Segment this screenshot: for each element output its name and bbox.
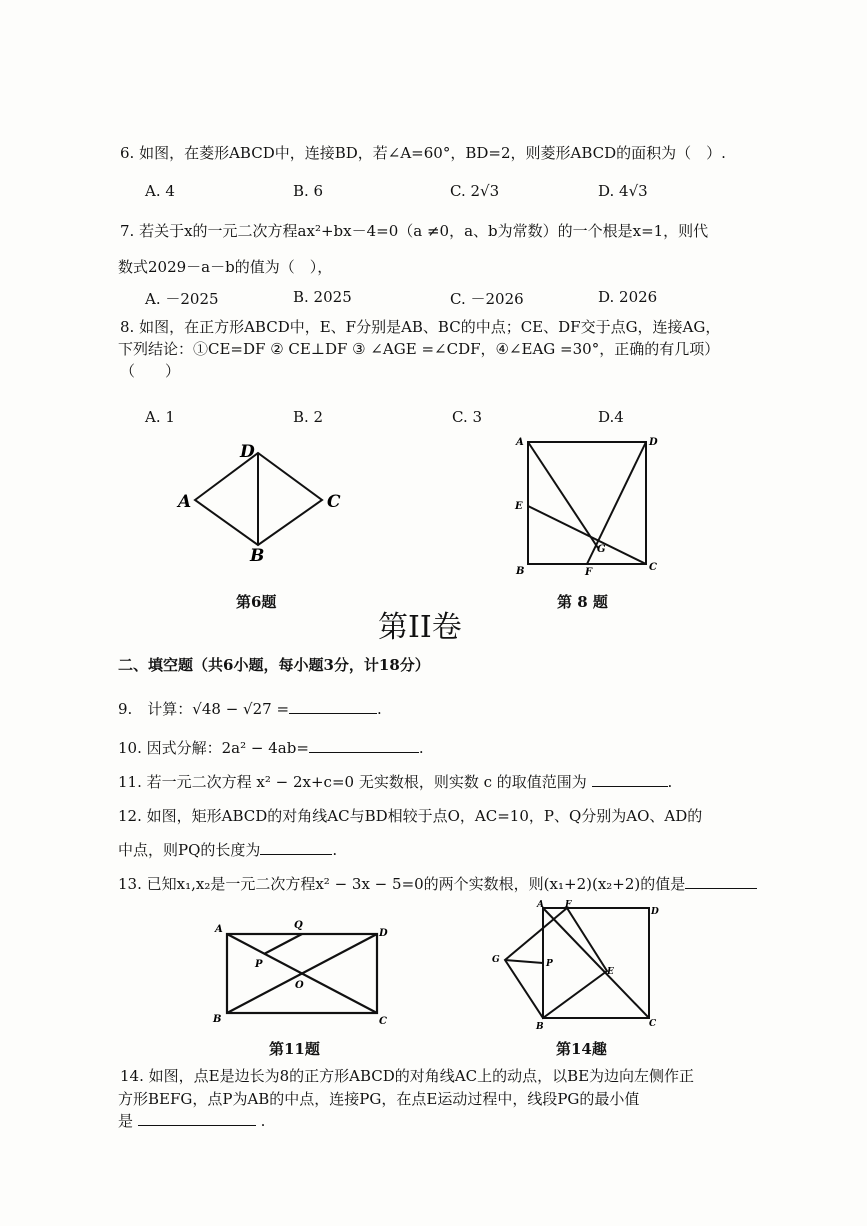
figure-14-squares bbox=[485, 898, 670, 1033]
q11-answer-blank[interactable] bbox=[592, 772, 668, 787]
q9-period: . bbox=[377, 700, 382, 718]
fig14-label-d: D bbox=[651, 907, 659, 917]
q14-line3-wrap bbox=[118, 1110, 265, 1131]
fig8-label-e: E bbox=[515, 501, 523, 512]
fig14-label-g: G bbox=[492, 955, 500, 965]
q12-answer-blank[interactable] bbox=[260, 840, 332, 855]
q9-text: 9. 计算：√48 − √27 = bbox=[118, 700, 290, 718]
q12-line2: 中点，则PQ的长度为 bbox=[118, 841, 261, 859]
figure-8-square bbox=[510, 432, 665, 582]
q8-option-d: D.4 bbox=[598, 408, 624, 426]
fig14-label-a: A bbox=[537, 900, 544, 910]
q12-period: . bbox=[332, 841, 338, 859]
fig6-label-c: C bbox=[327, 492, 341, 512]
q8-line2: 下列结论：①CE=DF ② CE⊥DF ③ ∠AGE =∠CDF，④∠EAG =30°，正确的有几项） bbox=[118, 340, 720, 358]
fig8-caption: 第 8 题 bbox=[557, 593, 608, 611]
fig14-label-e: E bbox=[607, 967, 614, 977]
q12-line1: 12. 如图，矩形ABCD的对角线AC与BD相较于点O，AC=10，P、Q分别为AO、AD的 bbox=[118, 807, 703, 825]
q14-line1: 14. 如图，点E是边长为8的正方形ABCD的对角线AC上的动点，以BE为边向左侧作正 bbox=[120, 1067, 695, 1085]
q8-line1: 8. 如图，在正方形ABCD中，E、F分别是AB、BC的中点；CE、DF交于点G，连接AG， bbox=[120, 318, 721, 336]
q9-answer-blank[interactable] bbox=[289, 699, 377, 714]
fig8-label-f: F bbox=[585, 567, 593, 578]
q7-option-b: B. 2025 bbox=[293, 288, 352, 306]
fig14-label-f: F bbox=[565, 900, 572, 910]
q13-line bbox=[118, 873, 757, 894]
q13-text: 13. 已知x₁,x₂是一元二次方程x² − 3x − 5=0的两个实数根，则(x₁+2)(x₂+2)的值是 bbox=[118, 875, 686, 893]
q6-option-d: D. 4√3 bbox=[598, 182, 648, 200]
q13-answer-blank[interactable] bbox=[685, 874, 757, 889]
q14-period: . bbox=[255, 1112, 266, 1130]
q14-line3: 是 bbox=[118, 1112, 134, 1130]
fig14-label-c: C bbox=[649, 1019, 657, 1029]
fig11-label-a: A bbox=[215, 924, 223, 935]
fig11-label-q: Q bbox=[294, 920, 303, 931]
q7-option-a: A. －2025 bbox=[145, 290, 219, 308]
q11-period: . bbox=[667, 773, 673, 791]
fig11-caption: 第11题 bbox=[269, 1040, 320, 1058]
fig11-label-p: P bbox=[255, 959, 263, 970]
q14-answer-blank[interactable] bbox=[138, 1111, 256, 1126]
q12-line2-wrap bbox=[118, 839, 337, 860]
q8-option-c: C. 3 bbox=[452, 408, 483, 426]
q10-line bbox=[118, 737, 424, 758]
q6-option-a: A. 4 bbox=[145, 182, 175, 200]
q7-option-d: D. 2026 bbox=[598, 288, 658, 306]
q6-option-c: C. 2√3 bbox=[450, 182, 500, 200]
fig11-label-b: B bbox=[213, 1014, 222, 1025]
q10-text: 10. 因式分解：2a² − 4ab= bbox=[118, 739, 309, 757]
q7-option-c: C. －2026 bbox=[450, 290, 524, 308]
q11-text: 11. 若一元二次方程 x² − 2x+c=0 无实数根，则实数 c 的取值范围为 bbox=[118, 773, 587, 791]
fig6-label-b: B bbox=[250, 546, 265, 566]
q10-answer-blank[interactable] bbox=[309, 738, 419, 753]
q8-line3: （ ） bbox=[120, 362, 181, 380]
q11-line bbox=[118, 771, 672, 792]
figure-11-rectangle bbox=[205, 912, 400, 1032]
fig8-label-a: A bbox=[516, 437, 524, 448]
fig11-label-d: D bbox=[379, 928, 388, 939]
part2-header: 二、填空题（共6小题，每小题3分，计18分） bbox=[118, 656, 430, 674]
fig6-label-a: A bbox=[178, 492, 192, 512]
q7-line1: 7. 若关于x的一元二次方程ax²+bx－4=0（a ≠0，a、b为常数）的一个根是x=1，则代 bbox=[120, 222, 709, 240]
q14-line2: 方形BEFG，点P为AB的中点，连接PG，在点E运动过程中，线段PG的最小值 bbox=[118, 1090, 640, 1108]
fig8-label-g: G bbox=[597, 544, 606, 555]
fig11-label-o: O bbox=[295, 980, 304, 991]
fig8-label-c: C bbox=[649, 562, 657, 573]
q6-text: 6. 如图，在菱形ABCD中，连接BD，若∠A=60°，BD=2，则菱形ABCD的面积为（ ）. bbox=[120, 144, 726, 162]
fig6-label-d: D bbox=[240, 442, 255, 462]
fig6-caption: 第6题 bbox=[236, 593, 277, 611]
q8-option-a: A. 1 bbox=[145, 408, 175, 426]
section-title: 第II卷 bbox=[378, 610, 462, 645]
fig14-label-b: B bbox=[536, 1022, 544, 1032]
fig8-label-b: B bbox=[516, 566, 525, 577]
fig14-label-p: P bbox=[546, 959, 553, 969]
q7-line2: 数式2029－a－b的值为（ ）， bbox=[118, 258, 333, 276]
q9-line bbox=[118, 698, 382, 719]
fig14-caption: 第14趣 bbox=[556, 1040, 607, 1058]
q10-period: . bbox=[418, 739, 424, 757]
q8-option-b: B. 2 bbox=[293, 408, 324, 426]
q6-option-b: B. 6 bbox=[293, 182, 324, 200]
fig11-label-c: C bbox=[379, 1016, 387, 1027]
fig8-label-d: D bbox=[649, 437, 658, 448]
figure-6-rhombus bbox=[160, 435, 360, 570]
